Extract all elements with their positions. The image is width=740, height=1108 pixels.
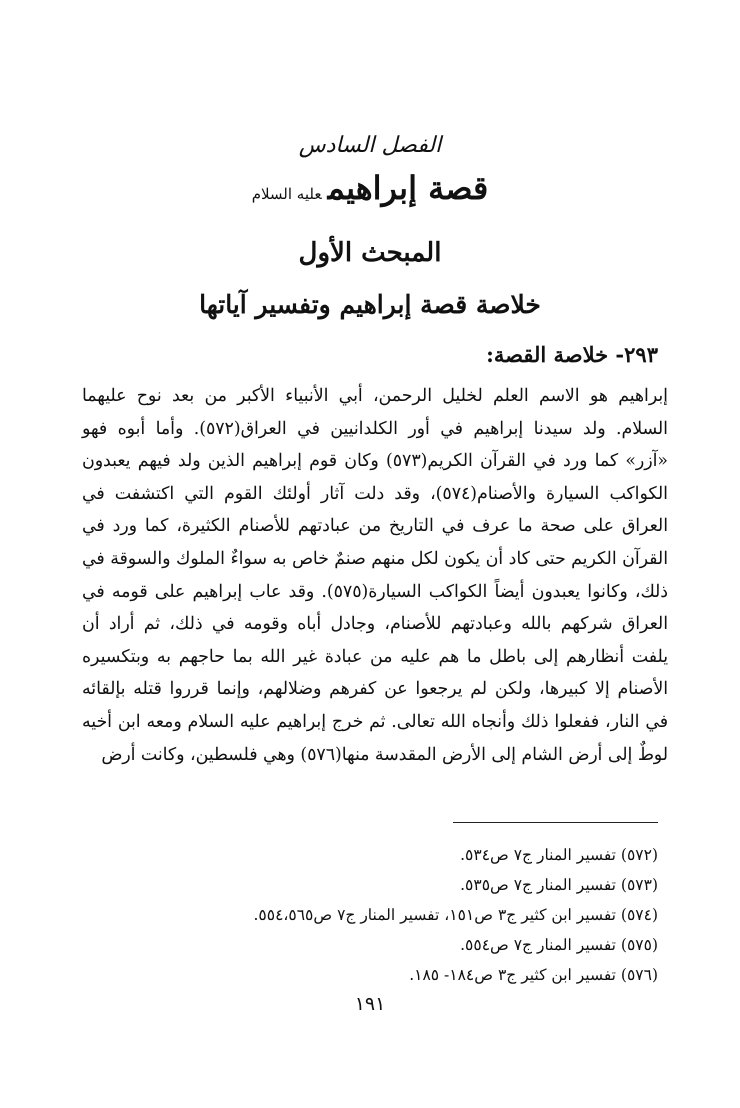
body-line: السلام. ولد سيدنا إبراهيم في أور الكلدانيين في العراق(٥٧٢). وأما أبوه فهو (82, 418, 668, 439)
footnote: (٥٧٥) تفسير المنار ج٧ ص٥٥٤. (460, 936, 658, 954)
footnote: (٥٧٤) تفسير ابن كثير ج٣ ص١٥١، تفسير المنار ج٧ ص٥٥٤،٥٦٥. (253, 906, 658, 924)
section-title: المبحث الأول (298, 238, 442, 268)
body-line: القرآن الكريم حتى كاد أن يكون لكل منهم صنمٌ خاص به سواءٌ الملوك والسوقة في (82, 548, 668, 569)
item-heading: ٢٩٣- خلاصة القصة: (486, 342, 658, 367)
body-line: العراق شركهم بالله وعبادتهم للأصنام، وجادل أباه وقومه في ذلك، ثم أراد أن (82, 614, 668, 635)
body-line: الكواكب السيارة والأصنام(٥٧٤)، وقد دلت آثار أولئك القوم التي اكتشفت في (82, 483, 668, 504)
chapter-heading: الفصل السادس (298, 133, 442, 158)
page-number: ١٩١ (354, 993, 386, 1015)
body-line: «آزر» كما ورد في القرآن الكريم(٥٧٣) وكان قوم إبراهيم الذين ولد فيهم يعبدون (82, 451, 668, 472)
story-title-text: قصة إبراهيم (327, 169, 489, 207)
footnote: (٥٧٢) تفسير المنار ج٧ ص٥٣٤. (460, 846, 658, 864)
body-line: إبراهيم هو الاسم العلم لخليل الرحمن، أبي الأنبياء الأكبر من بعد نوح عليهما (82, 386, 668, 406)
footnote-divider (453, 822, 658, 823)
section-subtitle: خلاصة قصة إبراهيم وتفسير آياتها (199, 290, 541, 319)
honorific: عليه السلام (251, 185, 322, 203)
body-line: يلفت أنظارهم إلى باطل ما هم عليه من عبادة غير الله بما حاجهم به وبتكسيره (82, 646, 668, 667)
body-line: الأصنام إلا كبيرها، ولكن لم يرجعوا عن كفرهم وضلالهم، وإنما قرروا قتله بإلقائه (82, 679, 668, 700)
body-line: العراق على صحة ما عرف في التاريخ من عبادتهم للأصنام الكثيرة، كما ورد في (82, 516, 668, 537)
footnotes (58, 840, 658, 990)
footnote: (٥٧٦) تفسير ابن كثير ج٣ ص١٨٤- ١٨٥. (409, 966, 658, 984)
body-line: لوطٌ إلى أرض الشام إلى الأرض المقدسة منها(٥٧٦) وهي فلسطين، وكانت أرض (101, 744, 668, 765)
body-line: في النار، ففعلوا ذلك وأنجاه الله تعالى. ثم خرج إبراهيم عليه السلام ومعه ابن أخيه (82, 711, 668, 732)
body-text (82, 380, 668, 771)
footnote: (٥٧٣) تفسير المنار ج٧ ص٥٣٥. (460, 876, 658, 894)
story-title (0, 168, 740, 214)
body-line: ذلك، وكانوا يعبدون أيضاً الكواكب السيارة(٥٧٥). وقد عاب إبراهيم على قومه في (82, 581, 668, 602)
